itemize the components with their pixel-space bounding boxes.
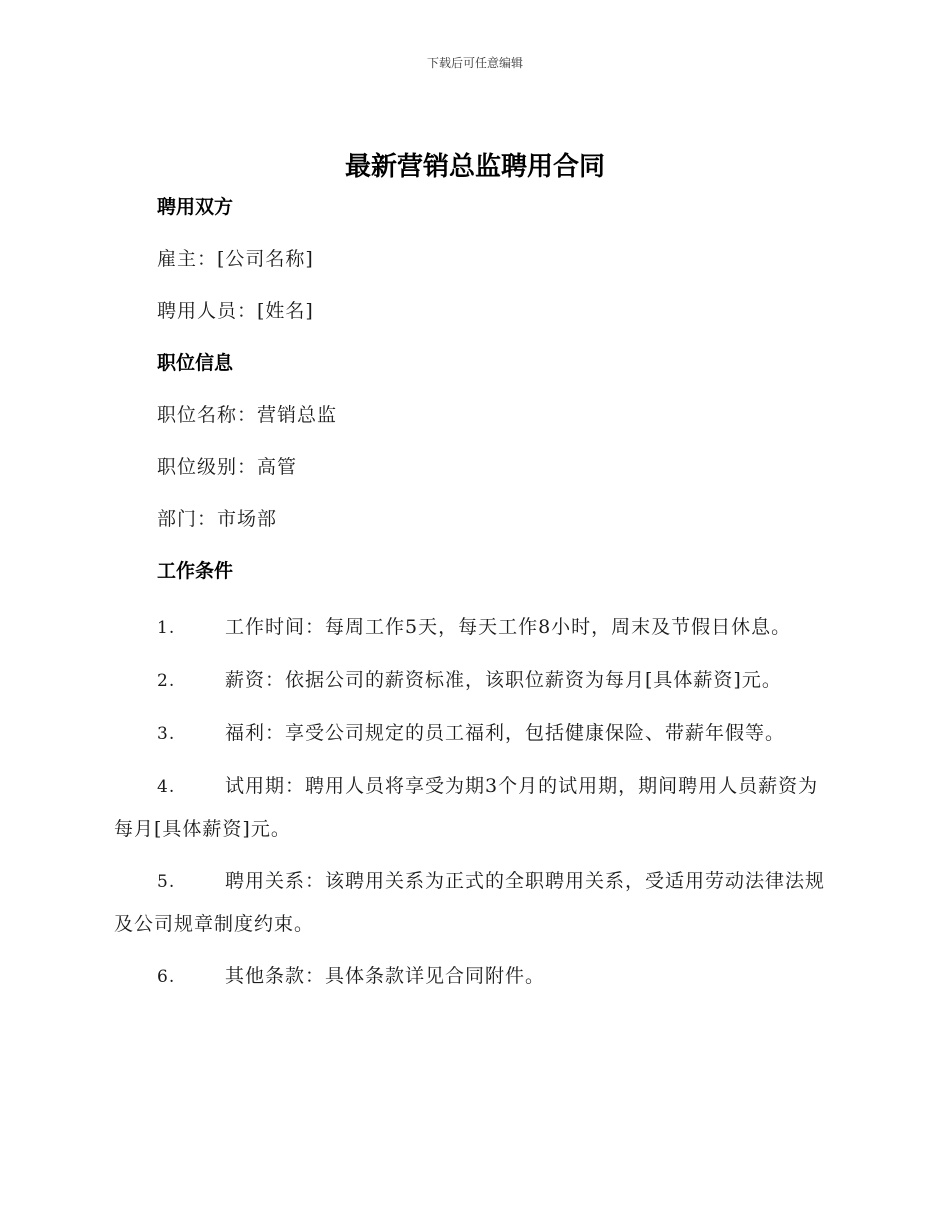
- position-name-field: 职位名称：营销总监: [157, 404, 338, 426]
- department-field: 部门：市场部: [157, 508, 278, 530]
- list-item-text: 工作时间：每周工作5天，每天工作8小时，周末及节假日休息。: [225, 616, 792, 638]
- list-item-text: 福利：享受公司规定的员工福利，包括健康保险、带薪年假等。: [225, 722, 786, 744]
- list-item-number: 4.: [157, 777, 176, 797]
- list-item-text: 试用期：聘用人员将享受为期3个月的试用期，期间聘用人员薪资为每月[具体薪资]元。: [114, 775, 819, 840]
- list-item: [114, 765, 834, 850]
- document-title: 最新营销总监聘用合同: [344, 152, 605, 182]
- employer-field: 雇主：[公司名称]: [157, 248, 314, 270]
- list-item-text: 薪资：依据公司的薪资标准，该职位薪资为每月[具体薪资]元。: [225, 669, 782, 691]
- list-item: [114, 860, 834, 945]
- list-item-number: 1.: [157, 618, 176, 638]
- list-item: [114, 606, 834, 649]
- position-level-field: 职位级别：高管: [157, 456, 298, 478]
- list-item-number: 2.: [157, 671, 176, 691]
- list-item: [114, 955, 834, 998]
- section-heading-position: 职位信息: [157, 352, 234, 374]
- list-item-text: 其他条款：具体条款详见合同附件。: [225, 965, 546, 987]
- section-heading-conditions: 工作条件: [157, 560, 234, 582]
- list-item-number: 6.: [157, 967, 176, 987]
- list-item-number: 5.: [157, 872, 176, 892]
- list-item: [114, 712, 834, 755]
- list-item: [114, 659, 834, 702]
- page-header-note: 下载后可任意编辑: [426, 56, 523, 70]
- section-heading-parties: 聘用双方: [157, 196, 234, 218]
- employee-field: 聘用人员：[姓名]: [157, 300, 314, 322]
- list-item-number: 3.: [157, 724, 176, 744]
- list-item-text: 聘用关系：该聘用关系为正式的全职聘用关系，受适用劳动法律法规及公司规章制度约束。: [114, 870, 826, 935]
- document-body: [114, 190, 834, 1008]
